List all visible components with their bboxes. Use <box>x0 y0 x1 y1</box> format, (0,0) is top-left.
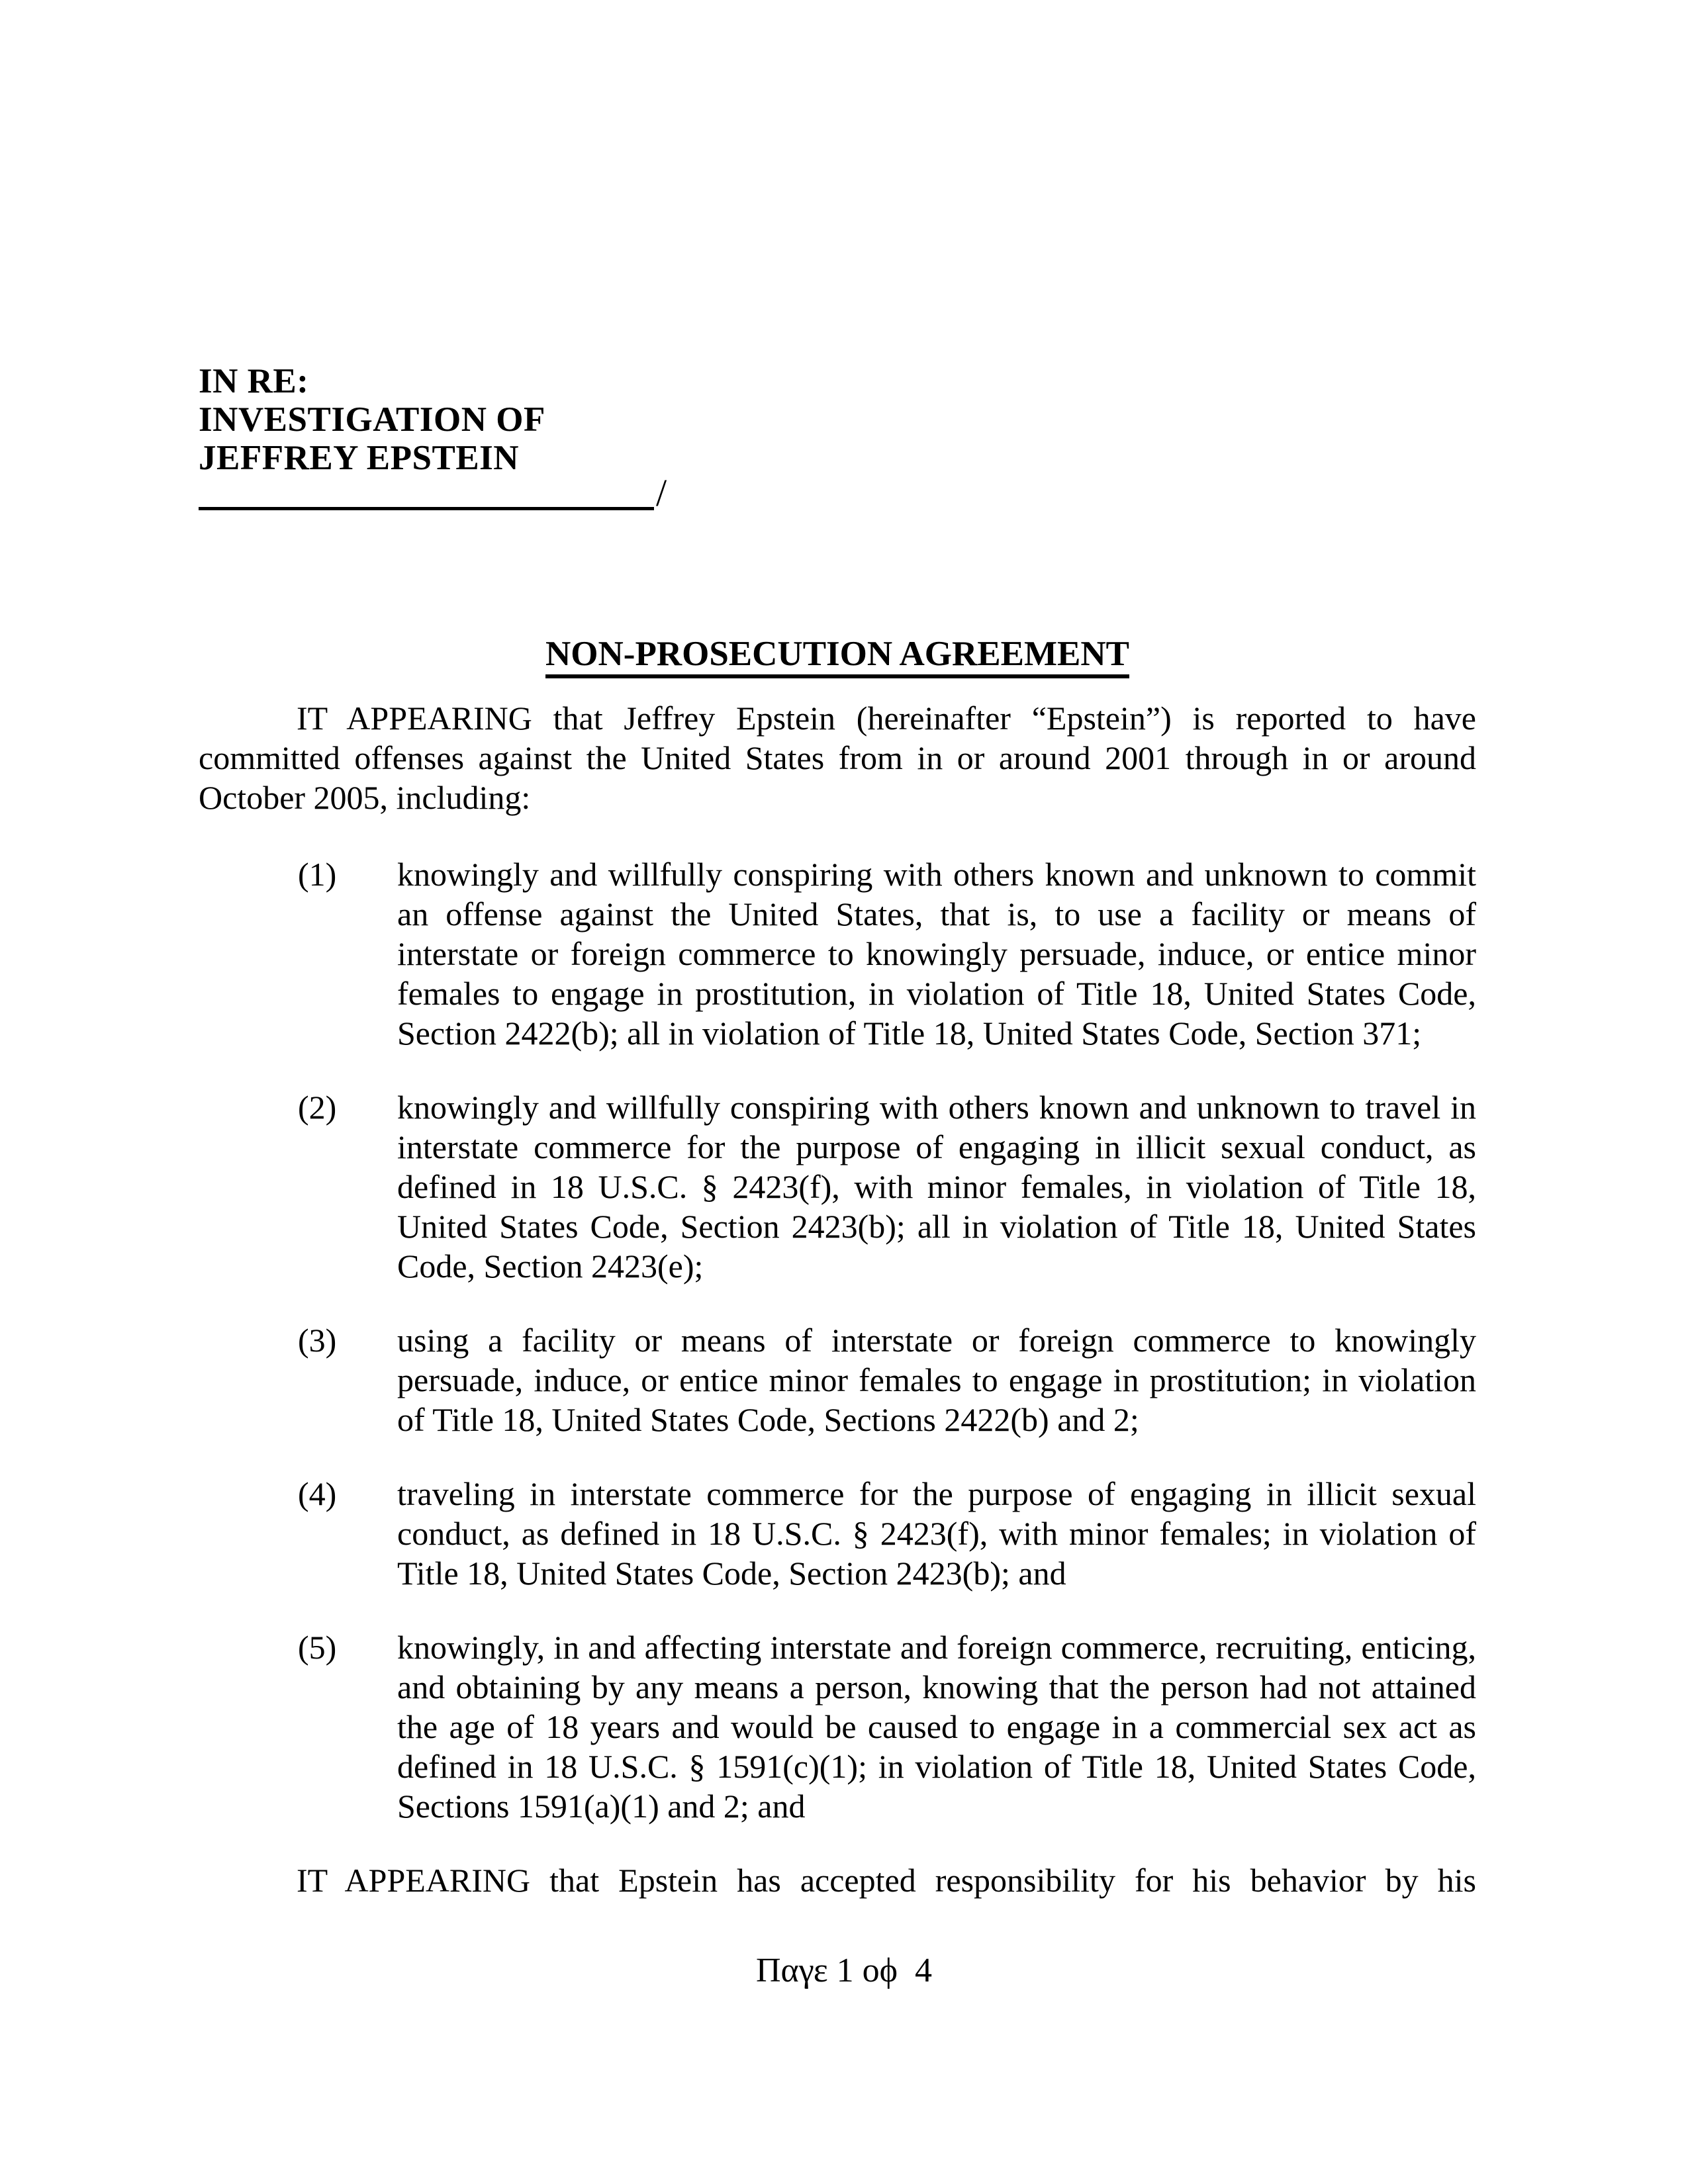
offense-item-1 <box>298 854 1476 1053</box>
caption-rule-row <box>199 471 1476 514</box>
page-number-footer: Παγε 1 οϕ 4 <box>755 1952 933 1989</box>
offense-item-5-number: (5) <box>298 1629 337 1666</box>
offense-item-4-number: (4) <box>298 1475 337 1512</box>
offense-item-2-number: (2) <box>298 1089 337 1126</box>
offense-item-2-text: knowingly and willfully conspiring with others known and unknown to travel in interstate commerce for the purpose of engaging in illicit sexual conduct, as defined in 18 U.S.C. § 2423(f), with minor females, in violation of Title 18, United States Code, Section 2423(b); all in violation of Title 18, United States Code, Section 2423(e); <box>397 1089 1476 1285</box>
document-title-text: NON-PROSECUTION AGREEMENT <box>545 635 1129 678</box>
case-caption <box>199 362 1476 514</box>
offense-item-4-text: traveling in interstate commerce for the purpose of engaging in illicit sexual conduct, as defined in 18 U.S.C. § 2423(f), with minor females; in violation of Title 18, United States Code, Section 2423(b); and <box>397 1475 1476 1592</box>
offense-item-1-text: knowingly and willfully conspiring with others known and unknown to commit an offense against the United States, that is, to use a facility or means of interstate or foreign commerce to knowingly persuade, induce, or entice minor females to engage in prostitution, in violation of Title 18, United States Code, Section 2422(b); all in violation of Title 18, United States Code, Section 371; <box>397 856 1476 1052</box>
closing-paragraph: IT APPEARING that Epstein has accepted responsibility for his behavior by his <box>297 1862 1476 1899</box>
offense-item-3-number: (3) <box>298 1322 337 1359</box>
offense-item-3 <box>298 1320 1476 1439</box>
offense-item-4 <box>298 1474 1476 1593</box>
caption-line-in-re: IN RE: <box>199 362 309 400</box>
offense-item-1-number: (1) <box>298 856 337 893</box>
offense-item-2 <box>298 1087 1476 1286</box>
document-title <box>199 633 1476 674</box>
caption-line-jeffrey-epstein: JEFFREY EPSTEIN <box>199 439 520 477</box>
offense-item-3-text: using a facility or means of interstate or foreign commerce to knowingly persuade, induce, or entice minor females to engage in prostitution; in violation of Title 18, United States Code, Sections 2422(b) and 2; <box>397 1322 1476 1438</box>
offense-item-5-text: knowingly, in and affecting interstate and foreign commerce, recruiting, enticing, and obtaining by any means a person, knowing that the person had not attained the age of 18 years and would be caused to engage in a commercial sex act as defined in 18 U.S.C. § 1591(c)(1); in violation of Title 18, United States Code, Sections 1591(a)(1) and 2; and <box>397 1629 1476 1825</box>
caption-slash: / <box>656 471 667 514</box>
intro-paragraph: IT APPEARING that Jeffrey Epstein (hereinafter “Epstein”) is reported to have committed offenses against the United States from in or around 2001 through in or around October 2005, including: <box>199 700 1476 816</box>
caption-line-investigation-of: INVESTIGATION OF <box>199 400 545 439</box>
offense-item-5 <box>298 1627 1476 1826</box>
caption-underline-rule <box>199 507 654 510</box>
